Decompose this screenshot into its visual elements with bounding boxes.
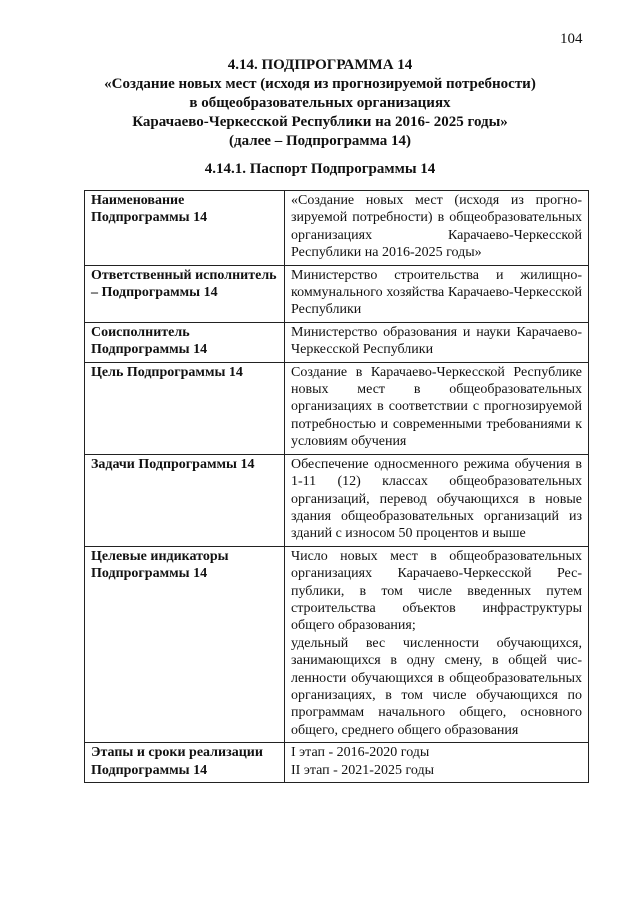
row-tasks (85, 454, 589, 546)
row-value (285, 743, 589, 783)
row-label: Целевые индикаторы Подпрограммы 14 (85, 546, 285, 742)
row-label: Наименование Подпрограммы 14 (85, 191, 285, 266)
heading-line-2: «Создание новых мест (исходя из прогнозируемой потребности) (104, 76, 536, 92)
row-stages-and-terms (85, 743, 589, 783)
subprogram-heading (40, 56, 600, 151)
row-label: Соисполнитель Подпрограммы 14 (85, 322, 285, 362)
passport-table (84, 190, 589, 783)
row-label: Цель Подпрограммы 14 (85, 362, 285, 454)
row-value (285, 546, 589, 742)
row-label: Ответственный исполнитель – Подпрограммы 14 (85, 265, 285, 322)
heading-line-1: 4.14. ПОДПРОГРАММА 14 (227, 57, 413, 73)
row-label: Задачи Подпрограммы 14 (85, 454, 285, 546)
stage-2: II этап - 2021-2025 годы (291, 762, 434, 778)
row-goal (85, 362, 589, 454)
stage-1: I этап - 2016-2020 годы (291, 745, 430, 761)
row-label: Этапы и сроки реализации Подпрограммы 14 (85, 743, 285, 783)
row-value: Обеспечение односменного режима обучения в 1-11 (12) классах общеобразовательных организаций, перевод обучающихся в новые здания общеобразовательных организаций из зданий с износом 50 процентов и выше (285, 454, 589, 546)
page-number: 104 (560, 31, 583, 47)
row-value: Министерство строительства и жилищно-коммунального хозяйства Карачаево-Черкесской Республики (285, 265, 589, 322)
passport-title: 4.14.1. Паспорт Подпрограммы 14 (204, 161, 436, 177)
row-responsible-executor (85, 265, 589, 322)
indicator-1: Число новых мест в общеобразовательных организациях Карачаево-Черкесской Республики, в том числе введенных путем строительства объектов инфраструктуры общего образования; (291, 548, 582, 634)
heading-line-5: (далее – Подпрограмма 14) (229, 133, 411, 149)
indicator-2: удельный вес численности обучающихся, занимающихся в одну смену, в общей численности обучающихся в общеобразовательных организациях, в том числе обучающихся по программам начального общего, основного общего, среднего общего образования (291, 635, 582, 738)
heading-line-4: Карачаево-Черкесской Республики на 2016- 2025 годы» (132, 114, 508, 130)
row-value: Министерство образования и науки Карачаево-Черкесской Республики (285, 322, 589, 362)
heading-line-3: в общеобразовательных организациях (189, 95, 451, 111)
row-name (85, 191, 589, 266)
row-value: Создание в Карачаево-Черкесской Республике новых мест в общеобразовательных организациях в соответствии с прогнозируемой потребностью и современными требованиями к условиям обучения (285, 362, 589, 454)
row-value: «Создание новых мест (исходя из прогнозируемой потребности) в общеобразовательных организациях Карачаево-Черкесской Республики на 2016-2025 годы» (285, 191, 589, 266)
row-target-indicators (85, 546, 589, 742)
row-co-executor (85, 322, 589, 362)
